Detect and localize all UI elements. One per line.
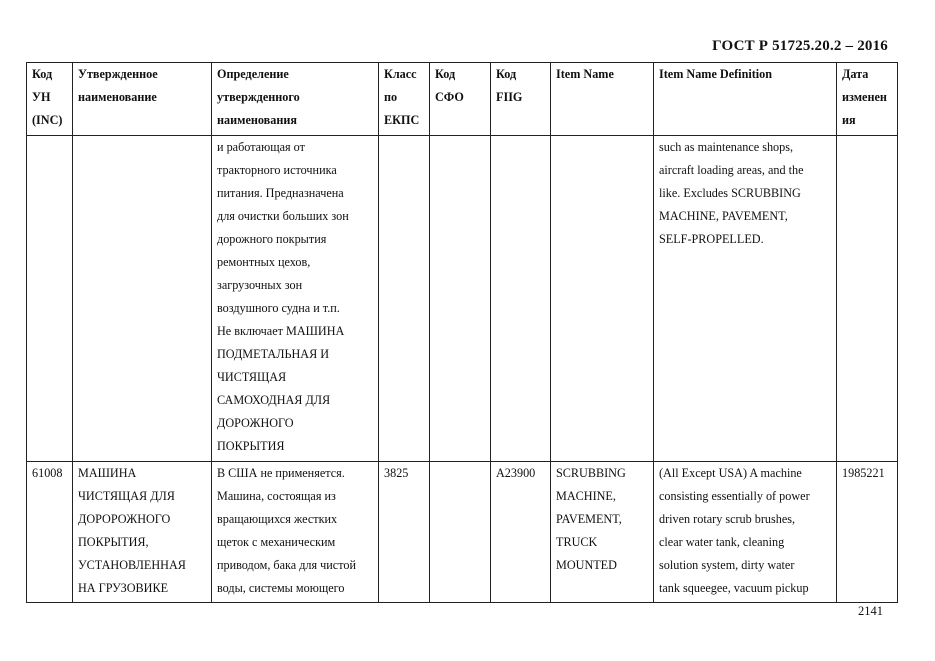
cell-sfo bbox=[430, 136, 491, 462]
cell-name bbox=[73, 462, 212, 603]
column-header-date bbox=[837, 63, 898, 136]
header-line: Код bbox=[32, 67, 53, 81]
cell-line: питания. Предназначена bbox=[217, 186, 344, 200]
cell-definition bbox=[212, 462, 379, 603]
cell-line: such as maintenance shops, bbox=[659, 140, 794, 154]
column-header-fiig bbox=[491, 63, 551, 136]
cell-line: A23900 bbox=[496, 466, 536, 480]
cell-class bbox=[379, 136, 430, 462]
header-line: по bbox=[384, 90, 398, 104]
cell-item-definition bbox=[654, 136, 837, 462]
cell-item-definition bbox=[654, 462, 837, 603]
cell-line: tank squeegee, vacuum pickup bbox=[659, 581, 809, 595]
cell-line: УСТАНОВЛЕННАЯ bbox=[78, 558, 186, 572]
document-header: ГОСТ Р 51725.20.2 – 2016 bbox=[712, 38, 888, 54]
cell-fiig bbox=[491, 136, 551, 462]
cell-line: ремонтных цехов, bbox=[217, 255, 311, 269]
cell-line: MOUNTED bbox=[556, 558, 617, 572]
cell-sfo bbox=[430, 462, 491, 603]
table-header-row bbox=[27, 63, 898, 136]
cell-line: НА ГРУЗОВИКЕ bbox=[78, 581, 169, 595]
cell-line: воздушного судна и т.п. bbox=[217, 301, 340, 315]
cell-line: clear water tank, cleaning bbox=[659, 535, 785, 549]
cell-line: Машина, состоящая из bbox=[217, 489, 336, 503]
cell-line: для очистки больших зон bbox=[217, 209, 349, 223]
cell-inc bbox=[27, 462, 73, 603]
column-header-item-name bbox=[551, 63, 654, 136]
cell-line: вращающихся жестких bbox=[217, 512, 338, 526]
cell-line: 3825 bbox=[384, 466, 409, 480]
header-line: наименование bbox=[78, 90, 157, 104]
header-line: Утвержденное bbox=[78, 67, 158, 81]
header-line: Определение bbox=[217, 67, 289, 81]
cell-line: driven rotary scrub brushes, bbox=[659, 512, 796, 526]
cell-line: MACHINE, bbox=[556, 489, 616, 503]
cell-line: ЧИСТЯЩАЯ ДЛЯ bbox=[78, 489, 175, 503]
cell-line: дорожного покрытия bbox=[217, 232, 327, 246]
cell-line: (All Except USA) A machine bbox=[659, 466, 802, 480]
cell-item-name bbox=[551, 136, 654, 462]
header-line: изменен bbox=[842, 90, 887, 104]
cell-class bbox=[379, 462, 430, 603]
header-line: Item Name Definition bbox=[659, 67, 773, 81]
header-line: УН bbox=[32, 90, 51, 104]
cell-line: ДОРОЖНОГО bbox=[217, 416, 294, 430]
cell-definition bbox=[212, 136, 379, 462]
header-line: утвержденного bbox=[217, 90, 300, 104]
cell-line: 61008 bbox=[32, 466, 63, 480]
column-header-item-definition bbox=[654, 63, 837, 136]
column-header-class bbox=[379, 63, 430, 136]
column-header-name bbox=[73, 63, 212, 136]
cell-line: ПОКРЫТИЯ bbox=[217, 439, 285, 453]
cell-line: ПОДМЕТАЛЬНАЯ И bbox=[217, 347, 330, 361]
cell-line: TRUCK bbox=[556, 535, 598, 549]
cell-line: МАШИНА bbox=[78, 466, 137, 480]
header-line: ия bbox=[842, 113, 856, 127]
cell-line: aircraft loading areas, and the bbox=[659, 163, 804, 177]
table-row bbox=[27, 462, 898, 603]
table-row bbox=[27, 136, 898, 462]
cell-line: воды, системы моющего bbox=[217, 581, 345, 595]
cell-line: ПОКРЫТИЯ, bbox=[78, 535, 149, 549]
cell-line: САМОХОДНАЯ ДЛЯ bbox=[217, 393, 331, 407]
cell-line: ЧИСТЯЩАЯ bbox=[217, 370, 287, 384]
column-header-definition bbox=[212, 63, 379, 136]
header-line: Код bbox=[496, 67, 517, 81]
cell-line: SCRUBBING bbox=[556, 466, 626, 480]
header-line: Item Name bbox=[556, 67, 614, 81]
header-line: FIIG bbox=[496, 90, 523, 104]
cell-line: like. Excludes SCRUBBING bbox=[659, 186, 801, 200]
column-header-sfo bbox=[430, 63, 491, 136]
cell-line: и работающая от bbox=[217, 140, 305, 154]
cell-line: SELF-PROPELLED. bbox=[659, 232, 764, 246]
cell-line: В США не применяется. bbox=[217, 466, 345, 480]
catalog-table bbox=[26, 62, 898, 603]
cell-line: загрузочных зон bbox=[217, 278, 303, 292]
cell-line: solution system, dirty water bbox=[659, 558, 795, 572]
cell-line: щеток с механическим bbox=[217, 535, 336, 549]
page-number: 2141 bbox=[858, 604, 883, 618]
header-line: Дата bbox=[842, 67, 869, 81]
header-line: СФО bbox=[435, 90, 464, 104]
cell-name bbox=[73, 136, 212, 462]
cell-line: приводом, бака для чистой bbox=[217, 558, 357, 572]
cell-fiig bbox=[491, 462, 551, 603]
cell-date bbox=[837, 136, 898, 462]
cell-date bbox=[837, 462, 898, 603]
cell-line: 1985221 bbox=[842, 466, 885, 480]
header-line: Код bbox=[435, 67, 456, 81]
header-line: ЕКПС bbox=[384, 113, 420, 127]
cell-item-name bbox=[551, 462, 654, 603]
cell-line: Не включает МАШИНА bbox=[217, 324, 345, 338]
cell-line: consisting essentially of power bbox=[659, 489, 810, 503]
column-header-inc bbox=[27, 63, 73, 136]
cell-line: тракторного источника bbox=[217, 163, 337, 177]
cell-line: PAVEMENT, bbox=[556, 512, 622, 526]
header-line: наименования bbox=[217, 113, 297, 127]
cell-line: MACHINE, PAVEMENT, bbox=[659, 209, 788, 223]
cell-inc bbox=[27, 136, 73, 462]
header-line: Класс bbox=[384, 67, 417, 81]
header-line: (INC) bbox=[32, 113, 63, 127]
cell-line: ДОРОРОЖНОГО bbox=[78, 512, 171, 526]
